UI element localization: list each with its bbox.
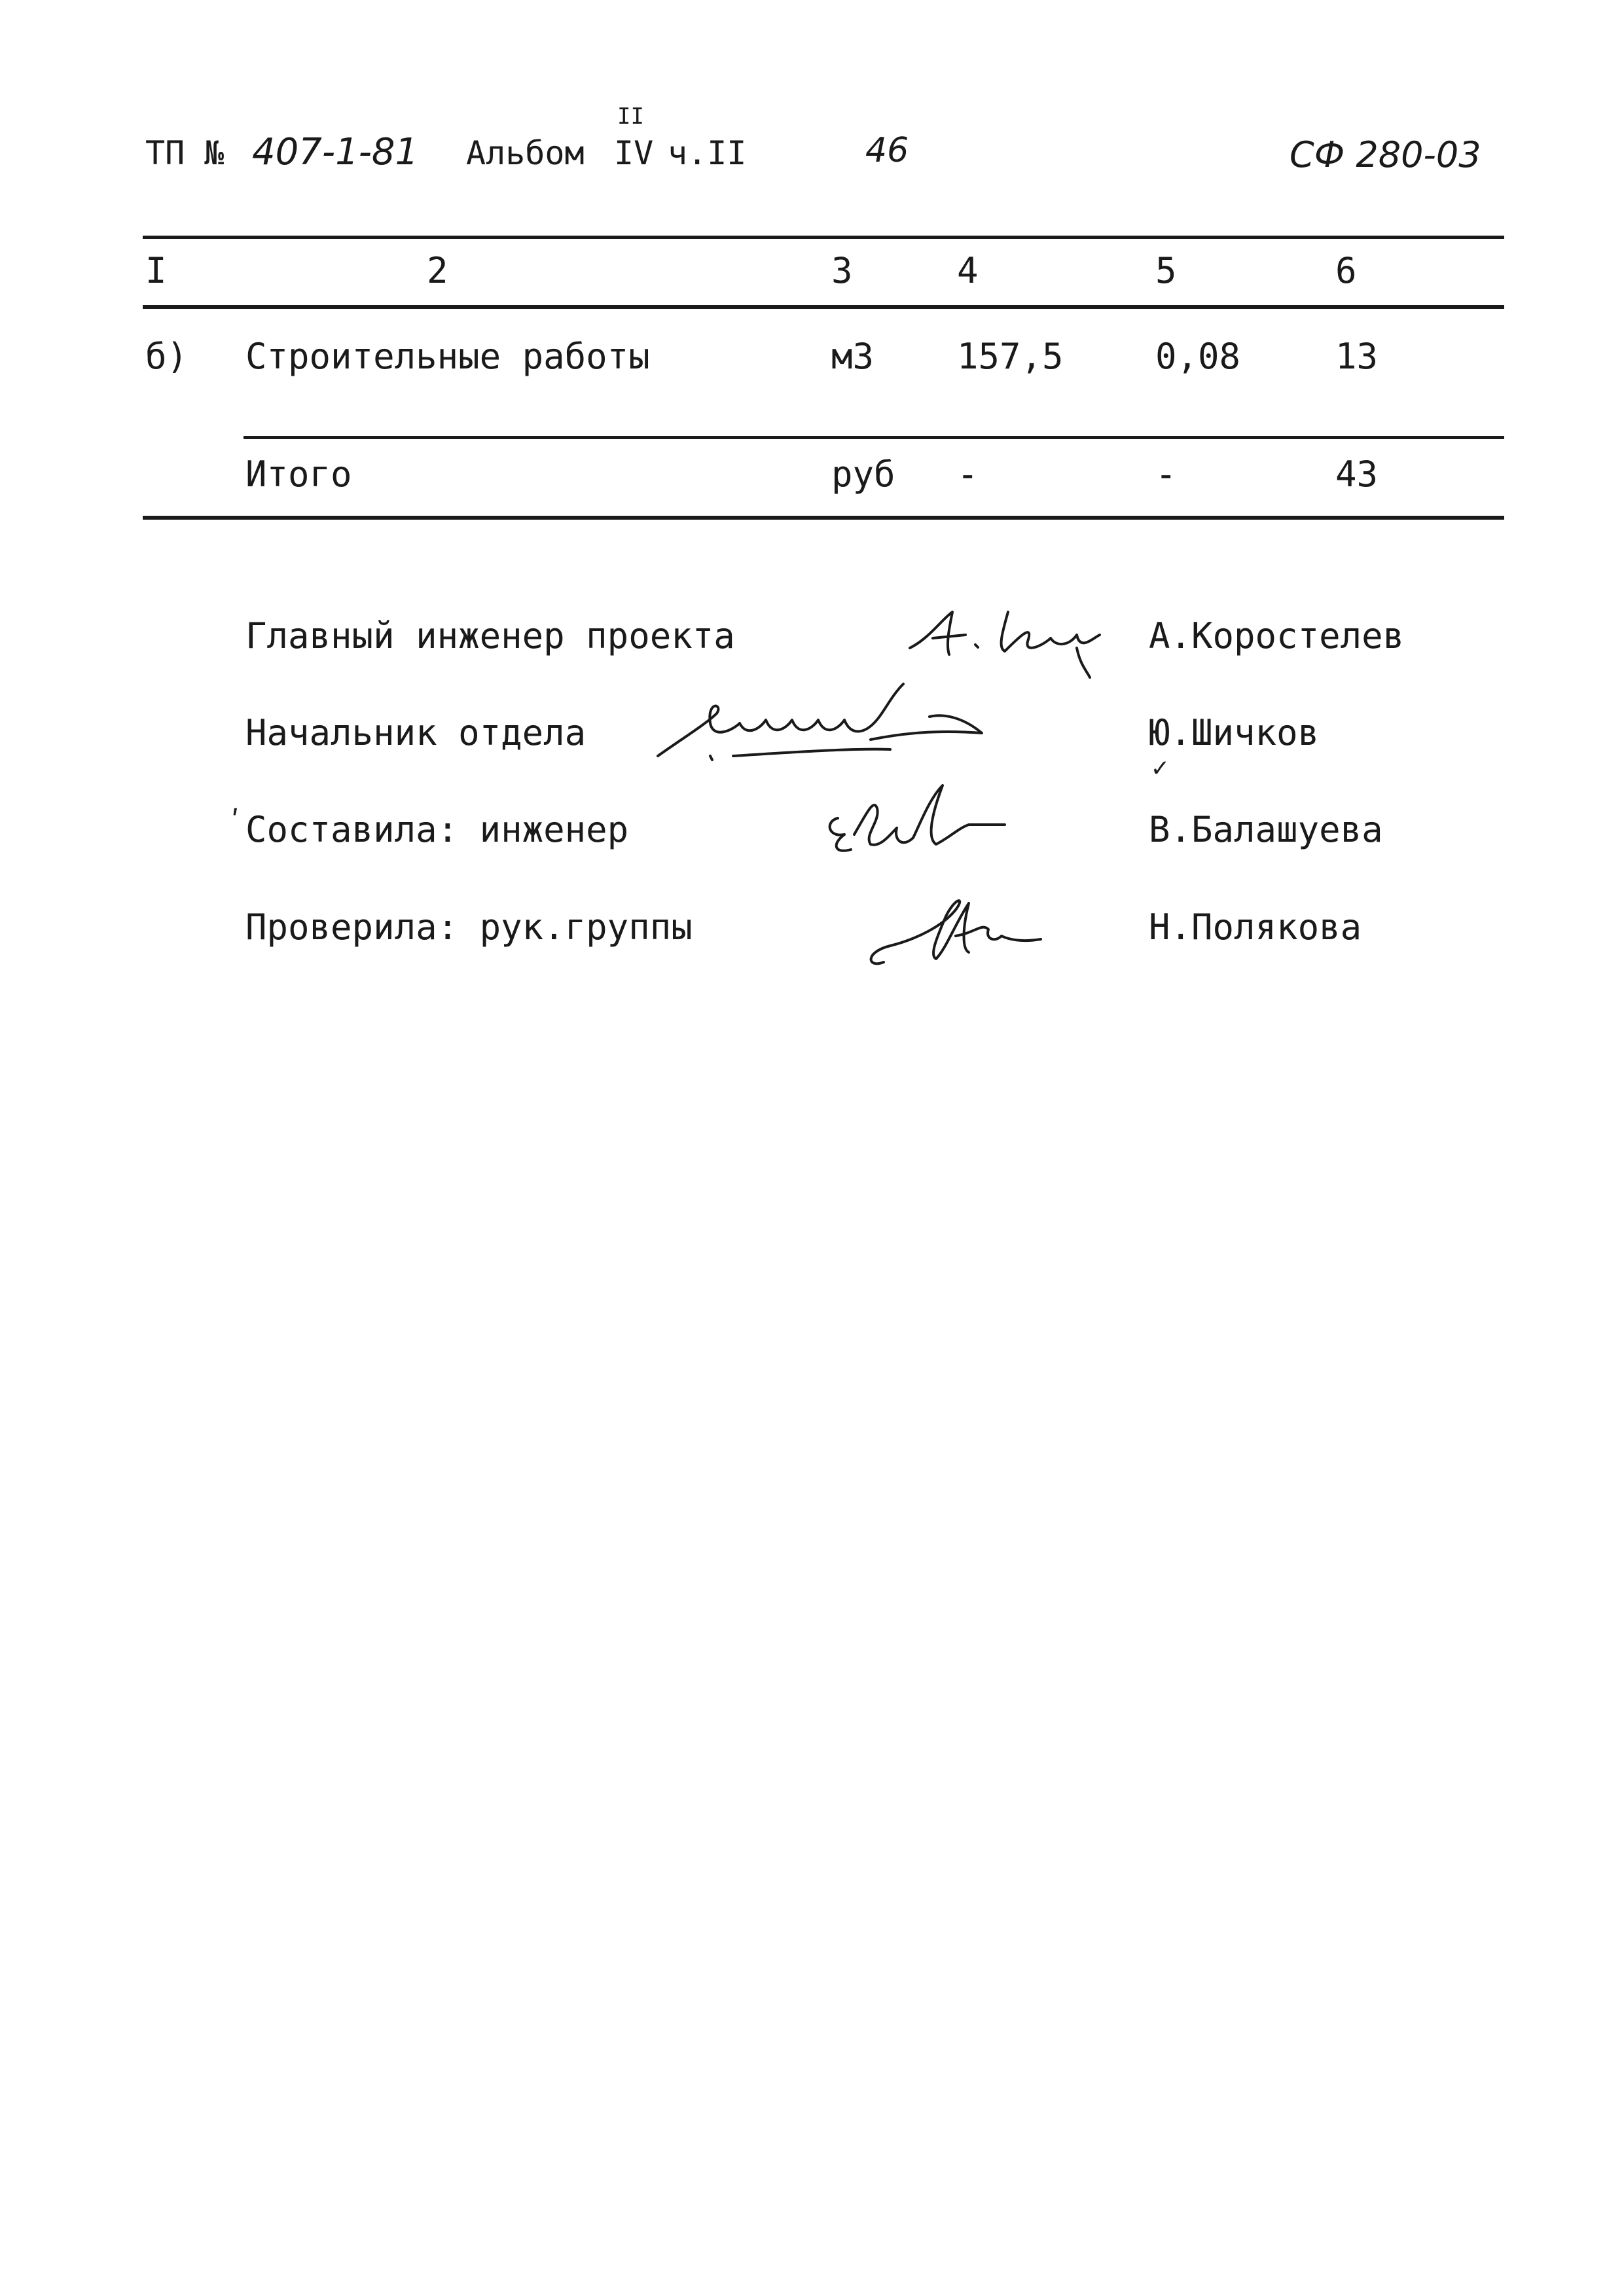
tp-number: 407-1-81 [252, 131, 419, 173]
row-name: Строительные работы [245, 336, 650, 377]
signature-title: Главный инженер проекта [245, 615, 735, 656]
margin-tick: ʹ [226, 805, 244, 838]
column-number: 6 [1335, 250, 1357, 291]
handwritten-signature [818, 772, 1008, 857]
signature-title: Составила: инженер [245, 809, 629, 850]
handwritten-signature [864, 877, 1060, 975]
signatory-name: Ю.Шичков [1149, 712, 1320, 753]
signatory-name: В.Балашуева [1149, 809, 1383, 850]
total-unit: руб [831, 454, 895, 495]
handwritten-signature [655, 677, 1001, 776]
signature-title: Начальник отдела [245, 712, 586, 753]
album-volume: IV [614, 134, 654, 172]
signatory-name: А.Коростелев [1149, 615, 1405, 656]
column-number: 3 [831, 250, 853, 291]
album-volume-superscript: II [617, 103, 644, 130]
total-separator [244, 436, 1504, 439]
total-quantity: - [957, 454, 979, 495]
page-number: 46 [865, 131, 909, 170]
doc-code: СФ 280-03 [1290, 134, 1481, 175]
tp-label: ТП № [145, 134, 225, 172]
total-cost: 43 [1335, 454, 1379, 495]
row-rate: 0,08 [1155, 336, 1241, 377]
column-number: I [145, 250, 167, 291]
table-top-border [143, 236, 1504, 239]
row-unit: м3 [831, 336, 875, 377]
row-index: б) [145, 336, 189, 377]
row-cost: 13 [1335, 336, 1379, 377]
total-name: Итого [245, 454, 352, 495]
signature-title: Проверила: рук.группы [245, 906, 693, 948]
table-bottom-border [143, 516, 1504, 520]
album-label: Альбом [466, 134, 585, 172]
total-rate: - [1155, 454, 1177, 495]
column-number: 4 [957, 250, 979, 291]
column-number: 5 [1155, 250, 1177, 291]
part-label: ч.II [668, 134, 747, 172]
correction-mark: ✓ [1152, 753, 1168, 783]
signatory-name: Н.Полякова [1149, 906, 1362, 948]
row-quantity: 157,5 [957, 336, 1064, 377]
header-separator [143, 305, 1504, 309]
column-number: 2 [427, 250, 448, 291]
handwritten-signature [903, 599, 1119, 684]
